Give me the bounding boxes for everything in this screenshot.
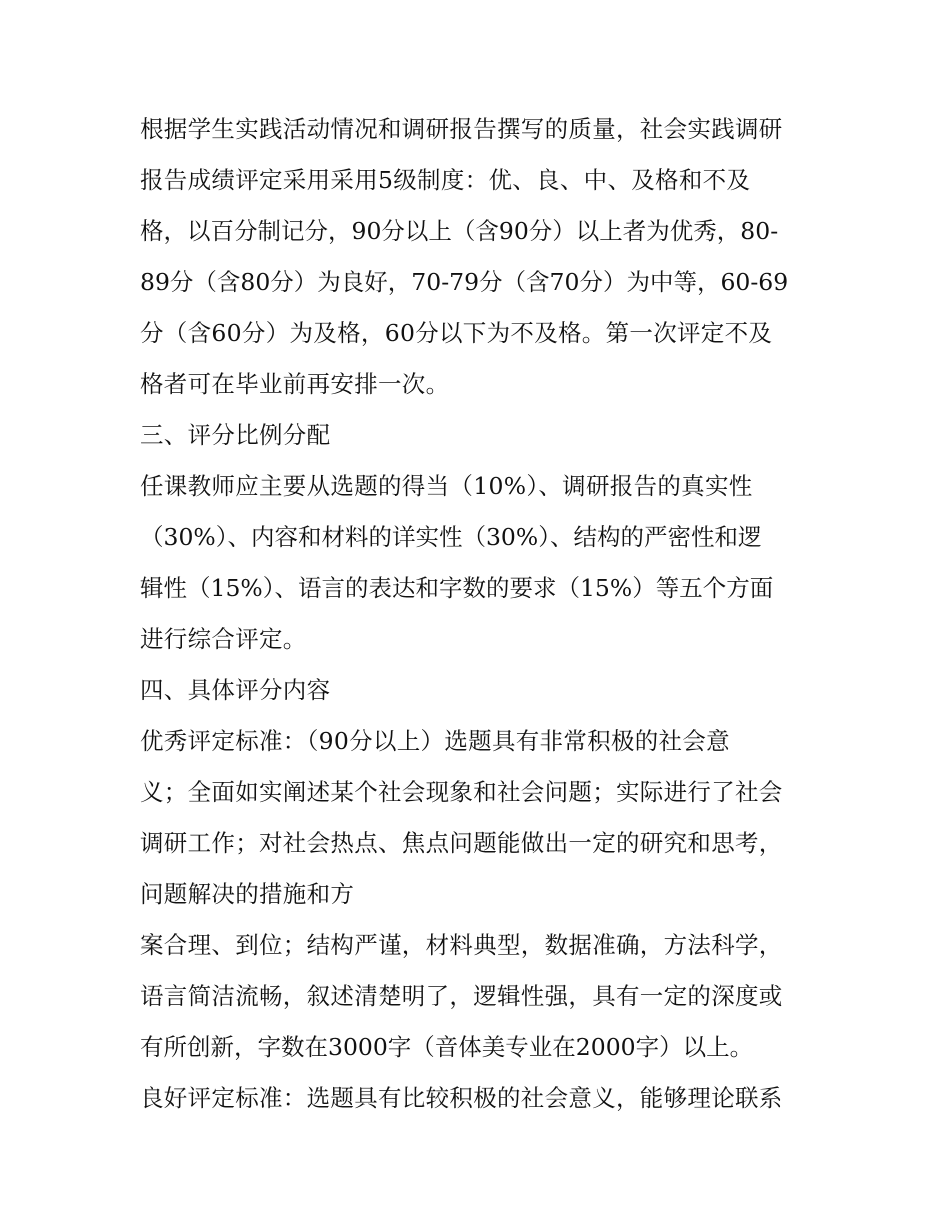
text-line-14: 义；全面如实阐述某个社会现象和社会问题；实际进行了社会 <box>140 778 783 806</box>
text-line-8: 任课教师应主要从选题的得当（10%）、调研报告的真实性 <box>140 472 753 500</box>
text-line-1: 根据学生实践活动情况和调研报告撰写的质量，社会实践调研 <box>140 115 783 143</box>
text-line-15: 调研工作；对社会热点、焦点问题能做出一定的研究和思考， <box>140 829 783 857</box>
text-line-17: 案合理、到位；结构严谨，材料典型，数据准确，方法科学， <box>140 931 783 959</box>
section-heading-3: 三、评分比例分配 <box>140 421 331 449</box>
text-line-16: 问题解决的措施和方 <box>140 880 355 908</box>
text-line-9: （30%）、内容和材料的详实性（30%）、结构的严密性和逻 <box>140 523 762 551</box>
document-body <box>140 104 820 1124</box>
text-line-18: 语言简洁流畅，叙述清楚明了，逻辑性强，具有一定的深度或 <box>140 982 783 1010</box>
text-line-6: 格者可在毕业前再安排一次。 <box>140 370 450 398</box>
text-line-10: 辑性（15%）、语言的表达和字数的要求（15%）等五个方面 <box>140 574 774 602</box>
text-line-2: 报告成绩评定采用采用5级制度：优、良、中、及格和不及 <box>140 166 751 194</box>
text-line-5: 分（含60分）为及格，60分以下为不及格。第一次评定不及 <box>140 319 773 347</box>
text-line-13: 优秀评定标准：（90分以上）选题具有非常积极的社会意 <box>140 727 730 755</box>
text-line-11: 进行综合评定。 <box>140 625 307 653</box>
text-line-20: 良好评定标准：选题具有比较积极的社会意义，能够理论联系 <box>140 1084 783 1112</box>
text-line-4: 89分（含80分）为良好，70-79分（含70分）为中等，60-69 <box>140 268 789 296</box>
text-line-3: 格，以百分制记分，90分以上（含90分）以上者为优秀，80- <box>140 217 779 245</box>
text-line-19: 有所创新，字数在3000字（音体美专业在2000字）以上。 <box>140 1033 754 1061</box>
section-heading-4: 四、具体评分内容 <box>140 676 331 704</box>
